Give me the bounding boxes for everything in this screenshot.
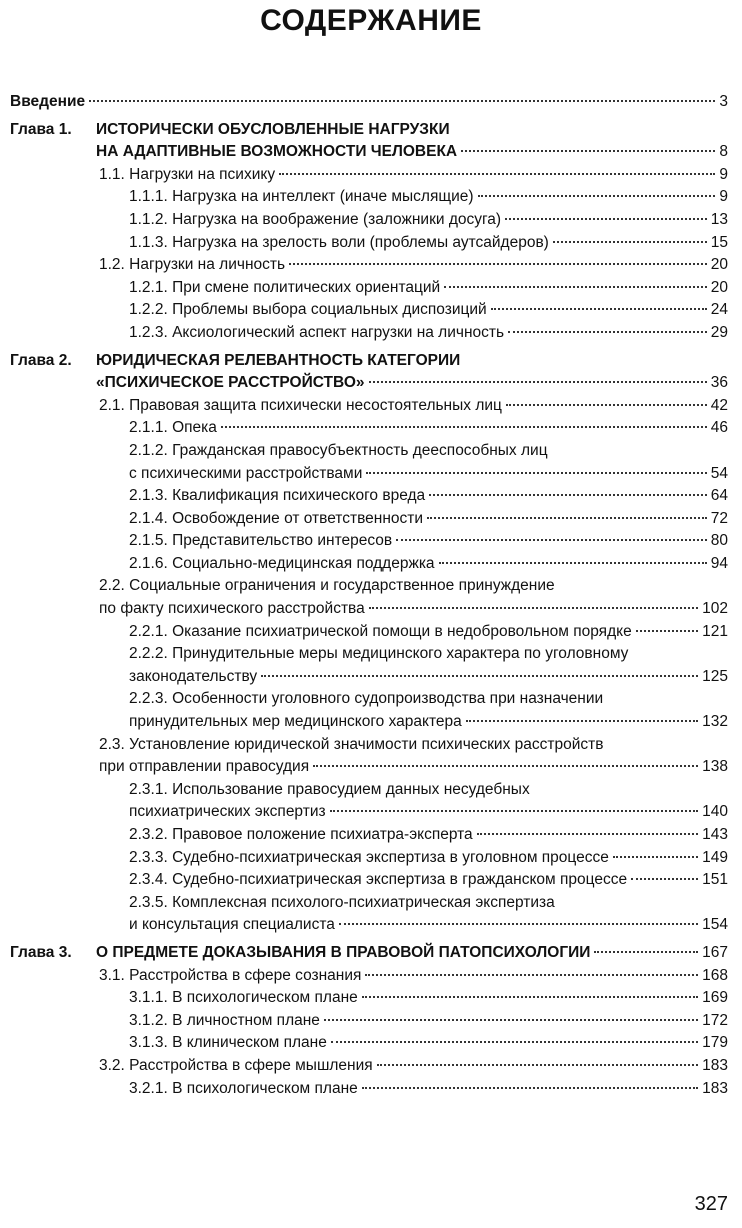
entry-title-line: с психическими расстройствами <box>129 464 363 482</box>
entry-title-line: 1.1.1. Нагрузка на интеллект (иначе мыслящие) <box>129 188 474 206</box>
entry-title-line: 3.1.1. В психологическом плане <box>129 989 358 1007</box>
page-ref: 154 <box>702 916 728 934</box>
entry-title-line: 2.1. Правовая защита психически несостоятельных лиц <box>99 396 502 414</box>
entry-title-line: 2.3.1. Использование правосудием данных несудебных <box>129 780 530 798</box>
toc-entry[interactable] <box>10 1078 728 1101</box>
page-ref: 121 <box>702 622 728 640</box>
toc-entry[interactable] <box>10 987 728 1010</box>
dot-leader <box>365 974 698 976</box>
chapter-label: Глава 2. <box>10 351 72 369</box>
dot-leader <box>362 1087 698 1089</box>
entry-title-line: 3.1. Расстройства в сфере сознания <box>99 966 362 984</box>
toc-intro[interactable] <box>10 91 728 114</box>
page-ref: 46 <box>710 419 728 437</box>
dot-leader <box>505 218 707 220</box>
entry-title-line: по факту психического расстройства <box>99 600 365 618</box>
dot-leader <box>491 308 707 310</box>
dot-leader <box>369 607 698 609</box>
toc-entry[interactable] <box>10 508 728 531</box>
dot-leader <box>261 675 698 677</box>
entry-title-line: принудительных мер медицинского характера <box>129 713 462 731</box>
page-ref: 151 <box>702 871 728 889</box>
toc-entry[interactable] <box>10 299 728 322</box>
page-ref: 179 <box>702 1034 728 1052</box>
toc-entry[interactable] <box>10 254 728 277</box>
page-ref: 169 <box>702 989 728 1007</box>
dot-leader <box>289 263 707 265</box>
entry-title-line: 2.3.5. Комплексная психолого-психиатрическая экспертиза <box>129 893 555 911</box>
entry-title-line: при отправлении правосудия <box>99 758 310 776</box>
toc-chapter[interactable] <box>10 942 728 965</box>
toc-entry[interactable] <box>10 553 728 576</box>
toc-entry[interactable] <box>10 232 728 255</box>
dot-leader <box>636 630 698 632</box>
entry-title-line: 3.1.2. В личностном плане <box>129 1011 320 1029</box>
toc-entry[interactable] <box>10 621 728 644</box>
dot-leader <box>324 1019 698 1021</box>
entry-title-line: О ПРЕДМЕТЕ ДОКАЗЫВАНИЯ В ПРАВОВОЙ ПАТОПСИХОЛОГИИ <box>96 943 591 961</box>
page-ref: 102 <box>702 600 728 618</box>
page-ref: 36 <box>710 374 728 392</box>
toc-entry[interactable] <box>10 485 728 508</box>
dot-leader <box>313 765 698 767</box>
toc-entry[interactable] <box>10 1055 728 1078</box>
entry-title-line: и консультация специалиста <box>129 916 335 934</box>
entry-title-line: «ПСИХИЧЕСКОЕ РАССТРОЙСТВО» <box>96 374 365 392</box>
dot-leader <box>466 720 698 722</box>
entry-title-line: 1.2.1. При смене политических ориентаций <box>129 278 441 296</box>
chapter-label: Глава 3. <box>10 943 72 961</box>
toc-entry[interactable] <box>10 688 728 733</box>
entry-title-line: 2.2. Социальные ограничения и государственное принуждение <box>99 577 555 595</box>
chapter-label: Глава 1. <box>10 120 72 138</box>
table-of-contents <box>10 91 728 1100</box>
entry-title-line: 2.2.1. Оказание психиатрической помощи в недобровольном порядке <box>129 622 632 640</box>
dot-leader <box>362 996 698 998</box>
page-ref: 132 <box>702 713 728 731</box>
page-ref: 20 <box>710 278 728 296</box>
entry-title-line: 2.1.2. Гражданская правосубъектность дееспособных лиц <box>129 441 548 459</box>
page-ref: 183 <box>702 1079 728 1097</box>
page-ref: 29 <box>710 323 728 341</box>
page-ref: 54 <box>710 464 728 482</box>
dot-leader <box>369 381 707 383</box>
toc-entry[interactable] <box>10 395 728 418</box>
dot-leader <box>461 150 715 152</box>
page-ref: 13 <box>710 210 728 228</box>
toc-entry[interactable] <box>10 322 728 345</box>
toc-entry[interactable] <box>10 530 728 553</box>
toc-entry[interactable] <box>10 779 728 824</box>
toc-chapter[interactable] <box>10 350 728 395</box>
dot-leader <box>396 539 707 541</box>
entry-title-line: 3.1.3. В клиническом плане <box>129 1034 327 1052</box>
entry-title-line: 2.1.5. Представительство интересов <box>129 532 393 550</box>
entry-title-line: 2.1.4. Освобождение от ответственности <box>129 509 424 527</box>
entry-title-line: 2.3. Установление юридической значимости психических расстройств <box>99 735 604 753</box>
dot-leader <box>506 404 707 406</box>
dot-leader <box>377 1064 698 1066</box>
toc-entry[interactable] <box>10 892 728 937</box>
entry-title-line: 2.1.3. Квалификация психического вреда <box>129 487 426 505</box>
dot-leader <box>221 426 707 428</box>
toc-entry[interactable] <box>10 1032 728 1055</box>
toc-entry[interactable] <box>10 575 728 620</box>
entry-title-line: 2.3.4. Судебно-психиатрическая экспертиза в гражданском процессе <box>129 871 628 889</box>
entry-title-line: 2.1.1. Опека <box>129 419 217 437</box>
dot-leader <box>366 472 706 474</box>
entry-title-line: 2.2.3. Особенности уголовного судопроизводства при назначении <box>129 690 604 708</box>
page-title: СОДЕРЖАНИЕ <box>260 4 482 37</box>
page-ref: 9 <box>719 188 728 206</box>
dot-leader <box>330 810 699 812</box>
dot-leader <box>594 951 698 953</box>
dot-leader <box>613 856 698 858</box>
entry-title-line: 1.2.2. Проблемы выбора социальных диспозиций <box>129 301 487 319</box>
entry-title-line: ЮРИДИЧЕСКАЯ РЕЛЕВАНТНОСТЬ КАТЕГОРИИ <box>96 351 461 369</box>
dot-leader <box>279 173 715 175</box>
toc-entry[interactable] <box>10 965 728 988</box>
page-ref: 125 <box>702 667 728 685</box>
toc-entry[interactable] <box>10 734 728 779</box>
entry-title-line: НА АДАПТИВНЫЕ ВОЗМОЖНОСТИ ЧЕЛОВЕКА <box>96 143 458 161</box>
page-ref: 80 <box>710 532 728 550</box>
entry-title-line: психиатрических экспертиз <box>129 803 326 821</box>
toc-entry[interactable] <box>10 869 728 892</box>
page-ref: 167 <box>702 943 728 961</box>
dot-leader <box>553 241 707 243</box>
page-ref: 8 <box>719 143 728 161</box>
toc-entry[interactable] <box>10 440 728 485</box>
toc-entry[interactable] <box>10 277 728 300</box>
dot-leader <box>427 517 707 519</box>
toc-entry[interactable] <box>10 847 728 870</box>
page-ref: 24 <box>710 301 728 319</box>
entry-title-line: 3.2. Расстройства в сфере мышления <box>99 1056 373 1074</box>
page-ref: 3 <box>719 93 728 110</box>
page-ref: 140 <box>702 803 728 821</box>
toc-entry[interactable] <box>10 643 728 688</box>
toc-entry[interactable] <box>10 1010 728 1033</box>
page-ref: 20 <box>710 256 728 274</box>
entry-title-line: 2.3.2. Правовое положение психиатра-эксперта <box>129 826 473 843</box>
dot-leader <box>444 286 707 288</box>
entry-title-line: 1.1.3. Нагрузка на зрелость воли (проблемы аутсайдеров) <box>129 233 549 251</box>
entry-title-line: 3.2.1. В психологическом плане <box>129 1079 358 1097</box>
entry-title-line: ИСТОРИЧЕСКИ ОБУСЛОВЛЕННЫЕ НАГРУЗКИ <box>96 120 450 138</box>
page-ref: 149 <box>702 848 728 866</box>
dot-leader <box>439 562 707 564</box>
dot-leader <box>631 878 698 880</box>
page-ref: 183 <box>702 1056 728 1074</box>
page-ref: 9 <box>719 165 728 183</box>
page-ref: 168 <box>702 966 728 984</box>
entry-title-line: 1.1. Нагрузки на психику <box>99 165 276 183</box>
dot-leader <box>477 833 698 835</box>
toc-entry[interactable] <box>10 164 728 187</box>
page-ref: 143 <box>702 826 728 843</box>
entry-title-line: 2.1.6. Социально-медицинская поддержка <box>129 554 435 572</box>
entry-title-line: законодательству <box>129 667 258 685</box>
toc-entry[interactable] <box>10 417 728 440</box>
toc-entry[interactable] <box>10 209 728 232</box>
entry-title-line: 1.2. Нагрузки на личность <box>99 256 286 274</box>
dot-leader <box>331 1041 698 1043</box>
page-ref: 94 <box>710 554 728 572</box>
toc-chapter[interactable] <box>10 119 728 164</box>
page-ref: 64 <box>710 487 728 505</box>
dot-leader <box>508 331 707 333</box>
entry-title-line: 2.3.3. Судебно-психиатрическая экспертиза в уголовном процессе <box>129 848 609 866</box>
entry-title-line: 2.2.2. Принудительные меры медицинского характера по уголовному <box>129 645 629 663</box>
page-ref: 42 <box>710 396 728 414</box>
page-ref: 15 <box>710 233 728 251</box>
dot-leader <box>478 195 716 197</box>
dot-leader <box>429 494 707 496</box>
toc-entry[interactable] <box>10 824 728 847</box>
toc-entry[interactable] <box>10 186 728 209</box>
page-ref: 172 <box>702 1011 728 1029</box>
page-ref: 138 <box>702 758 728 776</box>
page-ref: 72 <box>710 509 728 527</box>
entry-title-line: Введение <box>10 93 86 110</box>
dot-leader <box>89 100 715 102</box>
entry-title-line: 1.1.2. Нагрузка на воображение (заложники досуга) <box>129 210 502 228</box>
dot-leader <box>339 923 698 925</box>
entry-title-line: 1.2.3. Аксиологический аспект нагрузки на личность <box>129 323 505 341</box>
page-number: 327 <box>694 1193 728 1215</box>
